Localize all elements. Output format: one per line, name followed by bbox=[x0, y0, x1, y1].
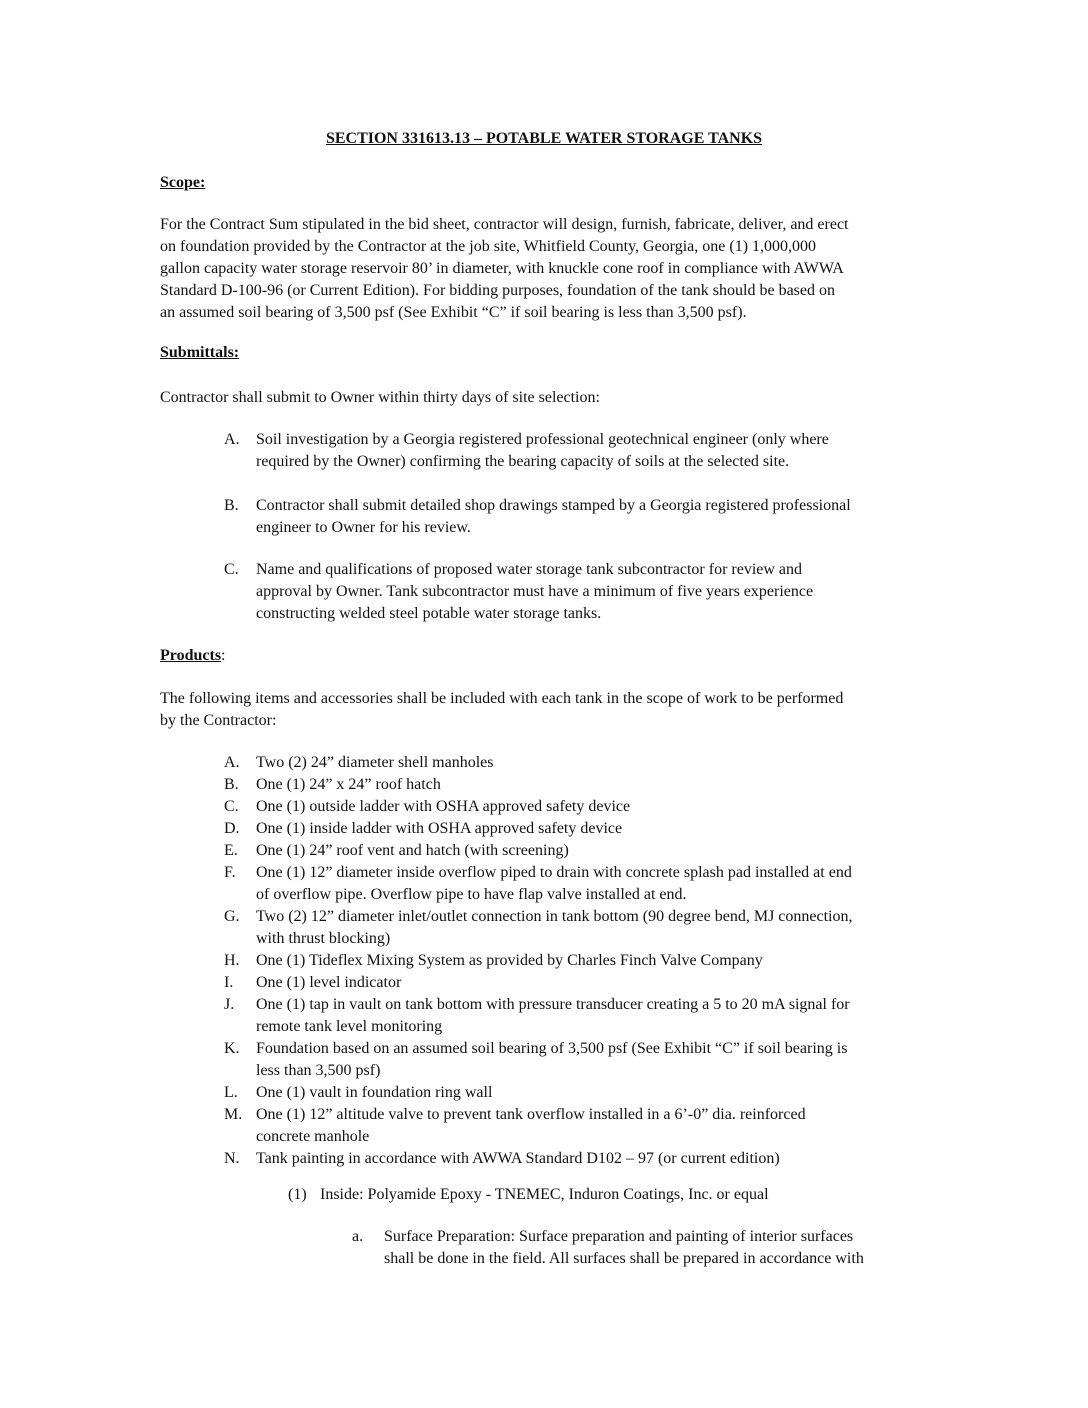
list-item bbox=[224, 1104, 944, 1148]
list-item-line: One (1) vault in foundation ring wall bbox=[256, 1084, 493, 1101]
list-item bbox=[224, 1038, 944, 1082]
list-item-line: required by the Owner) confirming the bearing capacity of soils at the selected site. bbox=[256, 453, 790, 470]
surface-prep-item bbox=[352, 1226, 952, 1270]
list-marker: (1) bbox=[288, 1186, 307, 1203]
list-item-line: less than 3,500 psf) bbox=[256, 1062, 381, 1079]
products-intro-line: by the Contractor: bbox=[160, 712, 277, 729]
list-item-line: One (1) 24” roof vent and hatch (with screening) bbox=[256, 842, 569, 859]
list-marker: E. bbox=[224, 842, 238, 859]
list-item-line: One (1) level indicator bbox=[256, 974, 402, 991]
products-intro-line: The following items and accessories shall be included with each tank in the scope of work to be performed bbox=[160, 690, 844, 707]
list-marker: K. bbox=[224, 1040, 240, 1057]
list-marker: a. bbox=[352, 1228, 364, 1245]
scope-heading: Scope: bbox=[160, 174, 206, 191]
list-item-line: of overflow pipe. Overflow pipe to have flap valve installed at end. bbox=[256, 886, 687, 903]
submittals-list bbox=[224, 429, 944, 473]
scope-paragraph bbox=[160, 214, 960, 324]
list-item-line: One (1) 12” diameter inside overflow piped to drain with concrete splash pad installed at end bbox=[256, 864, 852, 881]
list-item bbox=[224, 906, 944, 950]
products-heading-colon: : bbox=[221, 647, 226, 664]
list-item-line: Contractor shall submit detailed shop drawings stamped by a Georgia registered professional bbox=[256, 497, 851, 514]
list-item-line: One (1) tap in vault on tank bottom with pressure transducer creating a 5 to 20 mA signal for bbox=[256, 996, 850, 1013]
list-item-line: Foundation based on an assumed soil bearing of 3,500 psf (See Exhibit “C” if soil bearing is bbox=[256, 1040, 848, 1057]
list-marker: F. bbox=[224, 864, 236, 881]
list-item bbox=[224, 950, 944, 972]
list-item-text: Inside: Polyamide Epoxy - TNEMEC, Induron Coatings, Inc. or equal bbox=[320, 1186, 769, 1203]
list-item-line: Tank painting in accordance with AWWA Standard D102 – 97 (or current edition) bbox=[256, 1150, 780, 1167]
scope-line: Standard D-100-96 (or Current Edition). For bidding purposes, foundation of the tank should be based on bbox=[160, 282, 835, 299]
scope-line: on foundation provided by the Contractor at the job site, Whitfield County, Georgia, one (1) 1,000,000 bbox=[160, 238, 817, 255]
products-list bbox=[224, 752, 944, 1170]
list-item bbox=[224, 774, 944, 796]
products-heading-text: Products bbox=[160, 647, 222, 664]
list-item bbox=[224, 495, 944, 539]
list-item-line: shall be done in the field. All surfaces shall be prepared in accordance with bbox=[384, 1250, 864, 1267]
list-item-line: concrete manhole bbox=[256, 1128, 370, 1145]
submittals-heading: Submittals: bbox=[160, 344, 240, 361]
list-marker: G. bbox=[224, 908, 240, 925]
list-marker: D. bbox=[224, 820, 240, 837]
list-item-line: One (1) 24” x 24” roof hatch bbox=[256, 776, 441, 793]
submittals-intro: Contractor shall submit to Owner within thirty days of site selection: bbox=[160, 389, 600, 406]
list-marker: H. bbox=[224, 952, 240, 969]
scope-line: For the Contract Sum stipulated in the bid sheet, contractor will design, furnish, fabricate, deliver, and erect bbox=[160, 216, 849, 233]
list-item bbox=[224, 559, 944, 625]
list-item bbox=[224, 1148, 944, 1170]
list-item-line: remote tank level monitoring bbox=[256, 1018, 443, 1035]
list-item bbox=[224, 796, 944, 818]
scope-line: an assumed soil bearing of 3,500 psf (See Exhibit “C” if soil bearing is less than 3,500 psf). bbox=[160, 304, 747, 321]
products-heading bbox=[160, 645, 226, 667]
list-item-line: constructing welded steel potable water storage tanks. bbox=[256, 605, 602, 622]
list-marker: C. bbox=[224, 561, 239, 578]
list-item-line: Two (2) 12” diameter inlet/outlet connection in tank bottom (90 degree bend, MJ connection, bbox=[256, 908, 853, 925]
list-item-line: One (1) outside ladder with OSHA approved safety device bbox=[256, 798, 631, 815]
list-item bbox=[224, 972, 944, 994]
products-intro bbox=[160, 688, 960, 732]
list-marker: B. bbox=[224, 497, 239, 514]
list-item bbox=[224, 752, 944, 774]
list-marker: C. bbox=[224, 798, 239, 815]
list-item-line: Surface Preparation: Surface preparation and painting of interior surfaces bbox=[384, 1228, 854, 1245]
list-item-line: One (1) Tideflex Mixing System as provided by Charles Finch Valve Company bbox=[256, 952, 763, 969]
list-marker: L. bbox=[224, 1084, 238, 1101]
list-item-line: engineer to Owner for his review. bbox=[256, 519, 471, 536]
list-item-line: One (1) 12” altitude valve to prevent tank overflow installed in a 6’-0” dia. reinforced bbox=[256, 1106, 806, 1123]
list-item bbox=[224, 429, 944, 473]
list-item-line: Name and qualifications of proposed water storage tank subcontractor for review and bbox=[256, 561, 803, 578]
list-item bbox=[224, 840, 944, 862]
list-item bbox=[224, 994, 944, 1038]
scope-line: gallon capacity water storage reservoir 80’ in diameter, with knuckle cone roof in compliance with AWWA bbox=[160, 260, 844, 277]
list-marker: A. bbox=[224, 754, 240, 771]
list-marker: B. bbox=[224, 776, 239, 793]
list-item bbox=[224, 818, 944, 840]
list-item bbox=[224, 862, 944, 906]
painting-sub-item bbox=[288, 1184, 769, 1206]
section-title: SECTION 331613.13 – POTABLE WATER STORAGE TANKS bbox=[325, 130, 763, 147]
list-item-line: with thrust blocking) bbox=[256, 930, 391, 947]
list-marker: I. bbox=[224, 974, 234, 991]
submittals-list bbox=[224, 559, 944, 625]
submittals-list bbox=[224, 495, 944, 539]
list-item-line: approval by Owner. Tank subcontractor must have a minimum of five years experience bbox=[256, 583, 814, 600]
list-marker: N. bbox=[224, 1150, 240, 1167]
list-item bbox=[224, 1082, 944, 1104]
list-item-line: One (1) inside ladder with OSHA approved safety device bbox=[256, 820, 623, 837]
list-marker: M. bbox=[224, 1106, 243, 1123]
list-item-line: Two (2) 24” diameter shell manholes bbox=[256, 754, 494, 771]
list-item-line: Soil investigation by a Georgia registered professional geotechnical engineer (only where bbox=[256, 431, 829, 448]
list-marker: J. bbox=[224, 996, 235, 1013]
list-marker: A. bbox=[224, 431, 240, 448]
